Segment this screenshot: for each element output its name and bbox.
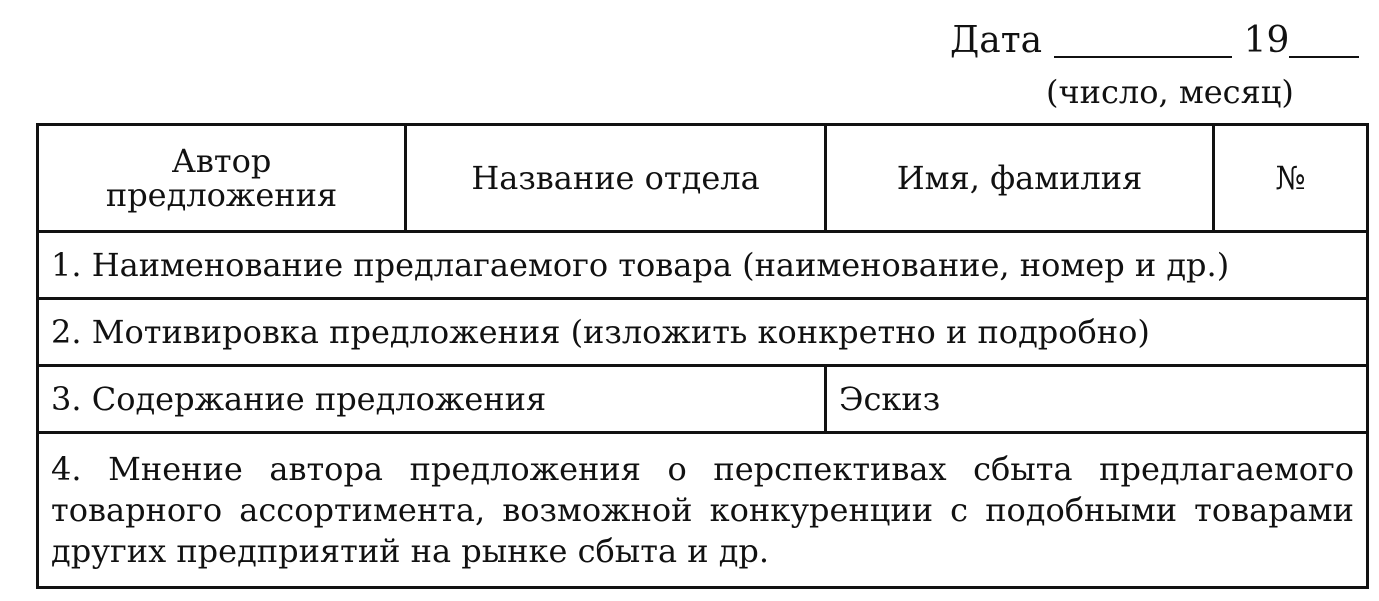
proposal-content-cell[interactable] bbox=[38, 366, 826, 433]
number-header-label: № bbox=[1275, 159, 1306, 197]
author-header-cell bbox=[38, 125, 406, 232]
name-header-cell[interactable] bbox=[826, 125, 1214, 232]
department-header-label: Название отдела bbox=[471, 159, 760, 197]
date-year-prefix: 19 bbox=[1243, 20, 1290, 61]
date-label: Дата bbox=[950, 20, 1043, 61]
date-day-month-blank[interactable] bbox=[1054, 18, 1232, 58]
product-name-label: 1. Наименование предлагаемого товара (наименование, номер и др.) bbox=[51, 246, 1230, 284]
name-header-label: Имя, фамилия bbox=[896, 159, 1143, 197]
motivation-label: 2. Мотивировка предложения (изложить конкретно и подробно) bbox=[51, 313, 1150, 351]
section-row-1 bbox=[38, 232, 1368, 299]
sketch-label: Эскиз bbox=[839, 380, 941, 418]
product-name-cell[interactable] bbox=[38, 232, 1368, 299]
department-header-cell[interactable] bbox=[406, 125, 826, 232]
number-header-cell[interactable] bbox=[1214, 125, 1368, 232]
section-row-3 bbox=[38, 366, 1368, 433]
sketch-cell[interactable] bbox=[826, 366, 1368, 433]
section-row-4 bbox=[38, 433, 1368, 588]
date-caption: (число, месяц) bbox=[1046, 73, 1294, 111]
date-year-blank[interactable] bbox=[1289, 18, 1359, 58]
author-header-label: Автор предложения bbox=[105, 142, 338, 214]
author-opinion-cell[interactable] bbox=[38, 433, 1368, 588]
author-opinion-label: 4. Мнение автора предложения о перспективах сбыта предлагаемого товарного ассортимента, возможной конкуренции с подобными товарами других предприятий на рынке сбыта и др. bbox=[51, 449, 1354, 570]
section-row-2 bbox=[38, 299, 1368, 366]
date-line bbox=[950, 18, 1370, 64]
proposal-content-label: 3. Содержание предложения bbox=[51, 380, 547, 418]
motivation-cell[interactable] bbox=[38, 299, 1368, 366]
proposal-form-table bbox=[36, 123, 1369, 589]
header-row bbox=[38, 125, 1368, 232]
